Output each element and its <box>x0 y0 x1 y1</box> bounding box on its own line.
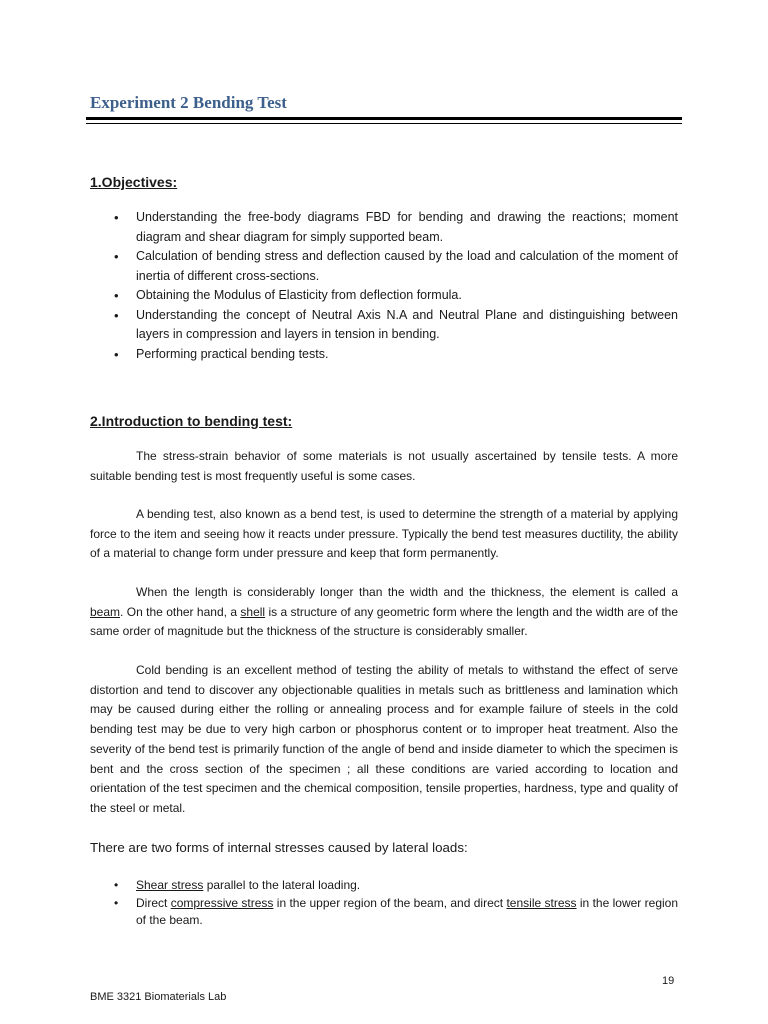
objectives-list <box>110 208 678 364</box>
direct-text-c: in the lower region of the beam. <box>136 895 679 927</box>
stress-forms-list <box>110 877 678 930</box>
footer-text: BME 3321 Biomaterials Lab <box>90 991 227 1003</box>
tensile-stress-term: tensile stress <box>506 895 577 910</box>
objective-item: • Understanding the free-body diagrams FBD for bending and drawing the reactions; moment diagram and shear diagram for simply supported beam. <box>110 208 678 247</box>
shell-term: shell <box>240 604 266 619</box>
intro-paragraph-1: The stress-strain behavior of some materials is not usually ascertained by tensile tests. A more suitable bending test is most frequently useful is some cases. <box>90 449 678 483</box>
introduction-heading: 2.Introduction to bending test: <box>90 413 293 429</box>
title-rule-thick <box>86 117 682 120</box>
document-title: Experiment 2 Bending Test <box>90 93 287 112</box>
intro-paragraph-2: A bending test, also known as a bend test, is used to determine the strength of a material by applying force to the item and seeing how it reacts under pressure. Typically the bend test measures ductility, the ability of a material to change form under pressure and keep that form permanently. <box>90 507 678 561</box>
objective-item: • Obtaining the Modulus of Elasticity from deflection formula. <box>110 286 678 306</box>
beam-term: beam <box>90 604 121 619</box>
shear-stress-text: parallel to the lateral loading. <box>203 878 361 892</box>
intro-paragraph-3 <box>90 583 678 642</box>
p3-text-a: When the length is considerably longer than the width and the thickness, the element is called a <box>136 585 678 599</box>
intro-paragraph-4: Cold bending is an excellent method of testing the ability of metals to withstand the effect of serve distortion and tend to discover any objectionable qualities in metals such as brittleness and lamination which may be caused during either the rolling or annealing process and for example failure of steels in the cold bending test may be due to very high carbon or phosphorus content or to improper heat treatment. Also the severity of the bend test is primarily function of the angle of bend and inside diameter to which the specimen is bent and the cross section of the specimen ; all these conditions are varied according to location and orientation of the test specimen and the chemical composition, tensile properties, hardness, type and quality of the steel or metal. <box>90 663 678 815</box>
shear-stress-term: Shear stress <box>136 878 204 892</box>
stress-form-item <box>110 895 678 930</box>
compressive-stress-term: compressive stress <box>170 895 274 910</box>
p3-text-b: . On the other hand, a <box>120 604 241 619</box>
direct-text-a: Direct <box>136 895 171 910</box>
stress-form-item <box>110 877 678 895</box>
page-number: 19 <box>662 975 675 987</box>
objective-item: • Calculation of bending stress and deflection caused by the load and calculation of the moment of inertia of different cross-sections. <box>110 247 678 286</box>
title-rule-thin <box>86 123 682 124</box>
p3-text-c: is a structure of any geometric form where the length and the width are of the same order of magnitude but the thickness of the structure is considerably smaller. <box>90 604 679 639</box>
objective-item: • Understanding the concept of Neutral Axis N.A and Neutral Plane and distinguishing between layers in compression and layers in tension in bending. <box>110 306 678 345</box>
objectives-heading: 1.Objectives: <box>90 174 178 190</box>
objective-item: • Performing practical bending tests. <box>110 345 678 365</box>
direct-text-b: in the upper region of the beam, and direct <box>273 895 507 910</box>
stress-forms-intro: There are two forms of internal stresses caused by lateral loads: <box>90 840 468 855</box>
